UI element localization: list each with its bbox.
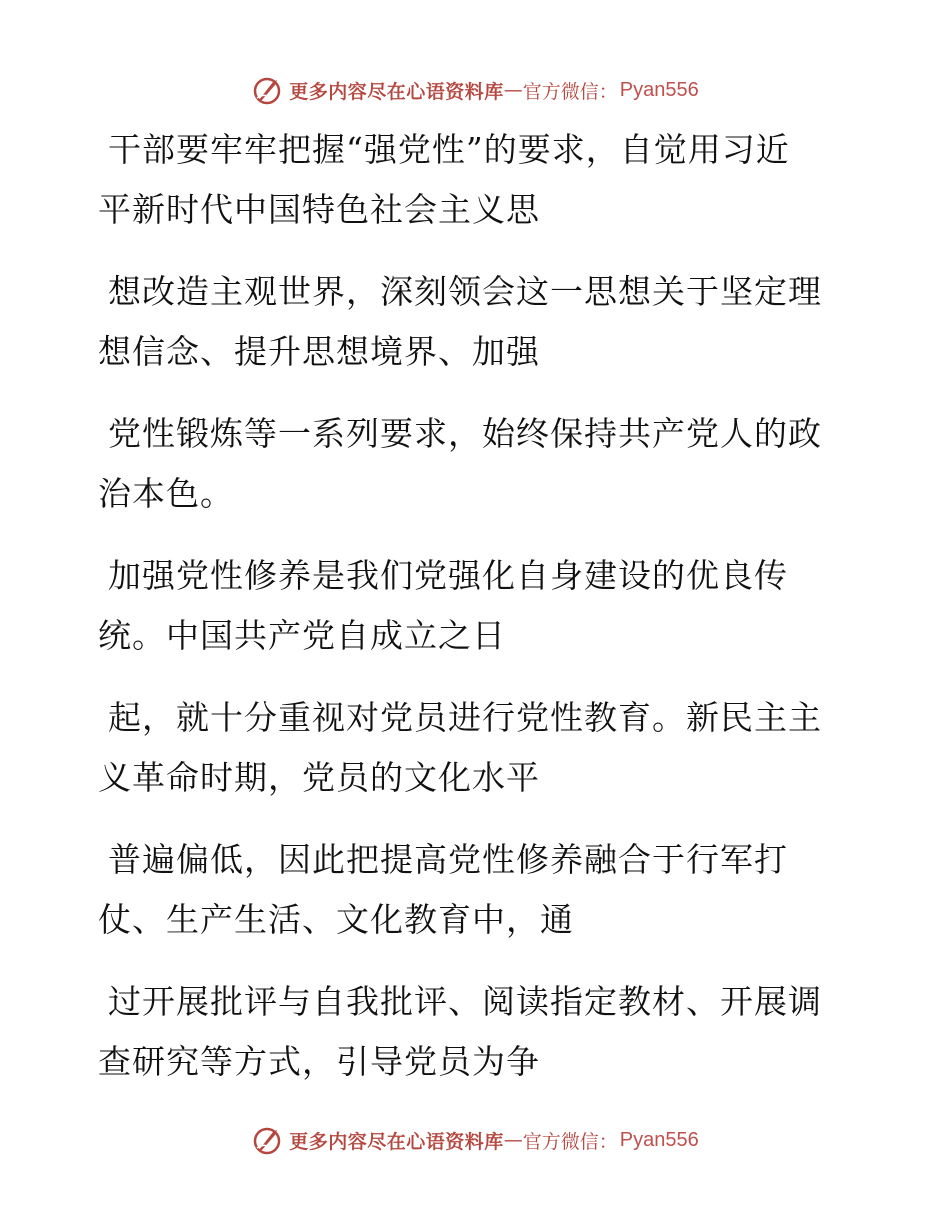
paragraph-line: 治本色。	[98, 474, 234, 513]
paragraph-line: 普遍偏低，因此把提高党性修养融合于行军打	[108, 840, 788, 879]
header-banner	[0, 70, 950, 110]
paragraph	[98, 120, 838, 240]
paragraph	[98, 972, 838, 1092]
paragraph-line: 义革命时期，党员的文化水平	[98, 758, 540, 797]
paragraph-line: 仗、生产生活、文化教育中，通	[98, 900, 574, 939]
paragraph	[98, 830, 838, 950]
footer-dash: —	[503, 1129, 523, 1151]
paragraph-line: 想改造主观世界，深刻领会这一思想关于坚定理	[108, 272, 822, 311]
footer-wechat-id: Pyan556	[619, 1128, 699, 1151]
header-dash: —	[503, 79, 523, 101]
paragraph-line: 党性锻炼等一系列要求，始终保持共产党人的政	[108, 414, 822, 453]
document-body	[98, 120, 838, 1114]
quill-pen-icon	[251, 74, 283, 106]
paragraph-line: 想信念、提升思想境界、加强	[98, 332, 540, 371]
paragraph-line: 平新时代中国特色社会主义思	[98, 190, 540, 229]
paragraph	[98, 262, 838, 382]
paragraph-line: 加强党性修养是我们党强化自身建设的优良传	[108, 556, 788, 595]
paragraph	[98, 688, 838, 808]
footer-banner	[0, 1120, 950, 1160]
paragraph-line: 过开展批评与自我批评、阅读指定教材、开展调	[108, 982, 822, 1021]
paragraph-line: 查研究等方式，引导党员为争	[98, 1042, 540, 1081]
quill-pen-icon	[251, 1124, 283, 1156]
paragraph-line: 起，就十分重视对党员进行党性教育。新民主主	[108, 698, 822, 737]
header-wechat-id: Pyan556	[619, 78, 699, 101]
paragraph-line: 统。中国共产党自成立之日	[98, 616, 506, 655]
header-site-text: 更多内容尽在心语资料库	[289, 80, 504, 103]
paragraph	[98, 546, 838, 666]
footer-site-text: 更多内容尽在心语资料库	[289, 1130, 504, 1153]
paragraph	[98, 404, 838, 524]
header-wechat-label: 官方微信：	[522, 80, 618, 103]
footer-wechat-label: 官方微信：	[522, 1130, 618, 1153]
paragraph-line: 干部要牢牢把握“强党性”的要求，自觉用习近	[108, 130, 790, 169]
